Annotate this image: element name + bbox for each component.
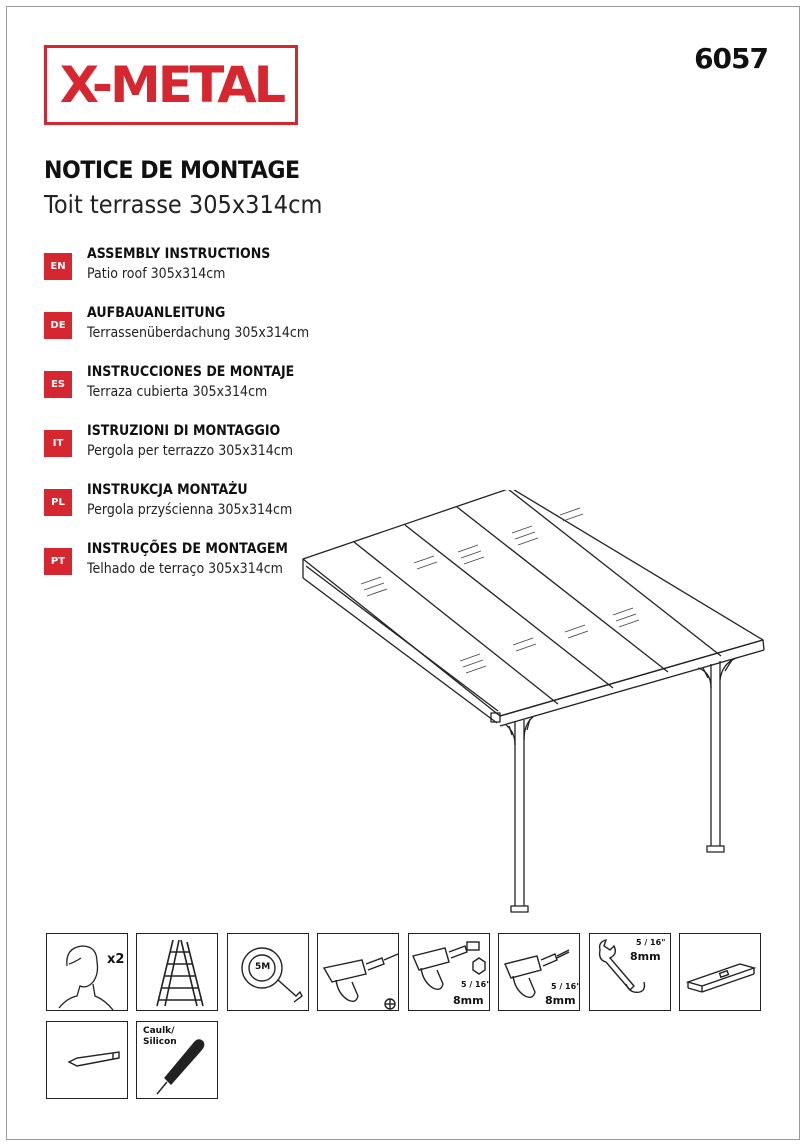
page-title: NOTICE DE MONTAGE: [44, 156, 300, 184]
language-heading: AUFBAUANLEITUNG: [87, 305, 226, 321]
socket-size-inch: 5 / 16": [461, 980, 491, 989]
language-badge: PT: [44, 548, 72, 575]
language-badge: EN: [44, 253, 72, 280]
language-subtitle: Pergola przyścienna 305x314cm: [87, 502, 293, 518]
language-badge: PL: [44, 489, 72, 516]
tool-drill-bit: [498, 933, 580, 1011]
patio-roof-illustration: [290, 490, 770, 920]
language-subtitle: Patio roof 305x314cm: [87, 266, 226, 282]
ladder-icon: [137, 934, 219, 1012]
language-heading: INSTRUKCJA MONTAŻU: [87, 482, 248, 498]
tool-level: [679, 933, 761, 1011]
language-item-en: [44, 246, 344, 305]
language-heading: INSTRUCCIONES DE MONTAJE: [87, 364, 295, 380]
tool-drill-socket: [408, 933, 490, 1011]
tool-tape-measure: [227, 933, 309, 1011]
bit-size-mm: 8mm: [545, 994, 576, 1007]
language-heading: INSTRUÇÕES DE MONTAGEM: [87, 541, 288, 557]
language-subtitle: Telhado de terraço 305x314cm: [87, 561, 283, 577]
language-heading: ISTRUZIONI DI MONTAGGIO: [87, 423, 281, 439]
tool-persons: [46, 933, 128, 1011]
brand-logo: [44, 45, 298, 125]
tool-ladder: [136, 933, 218, 1011]
persons-label: x2: [107, 952, 125, 967]
drill-icon: [318, 934, 400, 1012]
language-badge: ES: [44, 371, 72, 398]
tool-caulk: [136, 1021, 218, 1099]
spirit-level-icon: [680, 934, 762, 1012]
brand-name: X-METAL: [59, 56, 283, 114]
socket-size-mm: 8mm: [453, 994, 484, 1007]
tool-pencil: [46, 1021, 128, 1099]
language-item-es: [44, 364, 344, 423]
language-subtitle: Terraza cubierta 305x314cm: [87, 384, 268, 400]
bit-size-inch: 5 / 16": [551, 982, 581, 991]
model-number: 6057: [694, 42, 768, 75]
language-badge: IT: [44, 430, 72, 457]
language-item-it: [44, 423, 344, 482]
wrench-size-mm: 8mm: [630, 950, 661, 963]
caulk-label: Caulk/ Silicon: [143, 1026, 177, 1047]
language-badge: DE: [44, 312, 72, 339]
language-item-de: [44, 305, 344, 364]
page-subtitle: Toit terrasse 305x314cm: [44, 190, 323, 219]
tape-label: 5M: [255, 962, 271, 972]
tool-wrench: [589, 933, 671, 1011]
language-subtitle: Terrassenüberdachung 305x314cm: [87, 325, 310, 341]
language-subtitle: Pergola per terrazzo 305x314cm: [87, 443, 293, 459]
tape-measure-icon: [228, 934, 310, 1012]
wrench-size-inch: 5 / 16": [636, 938, 666, 947]
language-heading: ASSEMBLY INSTRUCTIONS: [87, 246, 271, 262]
tool-drill: [317, 933, 399, 1011]
pencil-icon: [47, 1022, 129, 1100]
person-icon: [47, 934, 129, 1012]
